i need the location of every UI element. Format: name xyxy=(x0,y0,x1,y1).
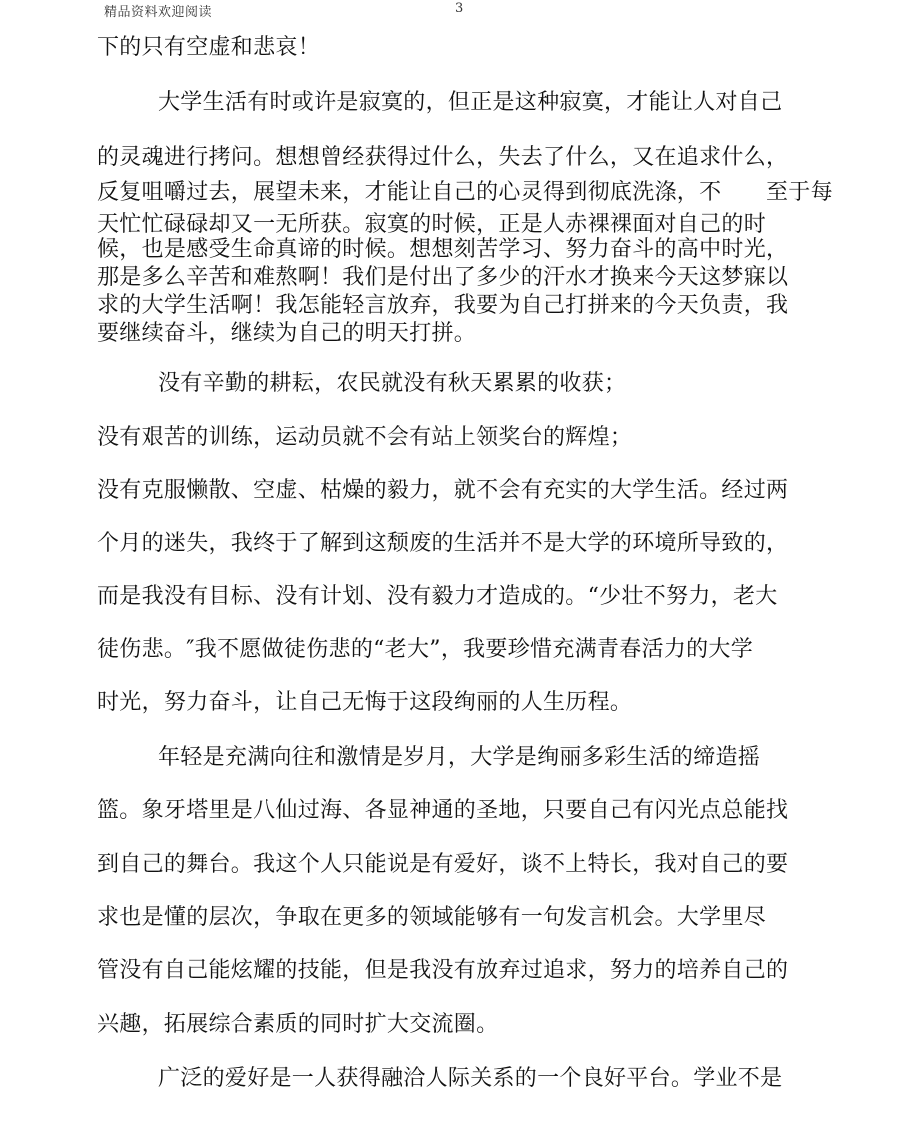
text-line: 求的大学生活啊！我怎能轻言放弃，我要为自己打拼来的今天负责，我 xyxy=(97,293,789,318)
text-line: 天忙忙碌碌却又一无所获。寂寞的时候，正是人赤裸裸面对自己的时 xyxy=(97,212,767,237)
text-line: 篮。象牙塔里是八仙过海、各显神通的圣地，只要自己有闪光点总能找 xyxy=(97,798,789,823)
text-line: 徒伤悲。″我不愿做徒伤悲的“老大”，我要珍惜充满青春活力的大学 xyxy=(97,637,754,662)
text-line: 没有辛勤的耕耘，农民就没有秋天累累的收获； xyxy=(158,371,627,396)
text-line: 没有艰苦的训练，运动员就不会有站上领奖台的辉煌； xyxy=(97,425,633,450)
text-line: 兴趣，拓展综合素质的同时扩大交流圈。 xyxy=(97,1012,499,1037)
text-line: 候，也是感受生命真谛的时候。想想刻苦学习、努力奋斗的高中时光， xyxy=(97,237,789,262)
text-line: 广泛的爱好是一人获得融洽人际关系的一个良好平台。学业不是 xyxy=(158,1066,783,1091)
text-line: 要继续奋斗，继续为自己的明天打拼。 xyxy=(97,321,477,346)
text-line: 求也是懂的层次，争取在更多的领域能够有一句发言机会。大学里尽 xyxy=(97,905,767,930)
text-line: 下的只有空虚和悲哀！ xyxy=(97,35,321,60)
text-line: 那是多么辛苦和难熬啊！我们是付出了多少的汗水才换来今天这梦寐以 xyxy=(97,265,789,290)
text-line: 而是我没有目标、没有计划、没有毅力才造成的。“少壮不努力，老大 xyxy=(97,584,778,609)
text-line: 反复咀嚼过去，展望未来，才能让自己的心灵得到彻底洗涤，不 至于每 xyxy=(97,180,833,205)
text-line: 大学生活有时或许是寂寞的，但正是这种寂寞，才能让人对自己 xyxy=(158,90,783,115)
text-line: 时光，努力奋斗，让自己无悔于这段绚丽的人生历程。 xyxy=(97,690,633,715)
text-line: 年轻是充满向往和激情是岁月，大学是绚丽多彩生活的缔造摇 xyxy=(158,745,761,770)
text-line: 没有克服懒散、空虚、枯燥的毅力，就不会有充实的大学生活。经过两 xyxy=(97,478,789,503)
text-line: 到自己的舞台。我这个人只能说是有爱好，谈不上特长，我对自己的要 xyxy=(97,852,789,877)
text-line: 的灵魂进行拷问。想想曾经获得过什么，失去了什么，又在追求什么， xyxy=(97,145,789,170)
text-line: 管没有自己能炫耀的技能，但是我没有放弃过追求，努力的培养自己的 xyxy=(97,958,789,983)
page-number: 3 xyxy=(455,1,464,16)
header-label: 精品资料欢迎阅读 xyxy=(104,5,213,20)
text-line: 个月的迷失，我终于了解到这颓废的生活并不是大学的环境所导致的， xyxy=(97,531,789,556)
